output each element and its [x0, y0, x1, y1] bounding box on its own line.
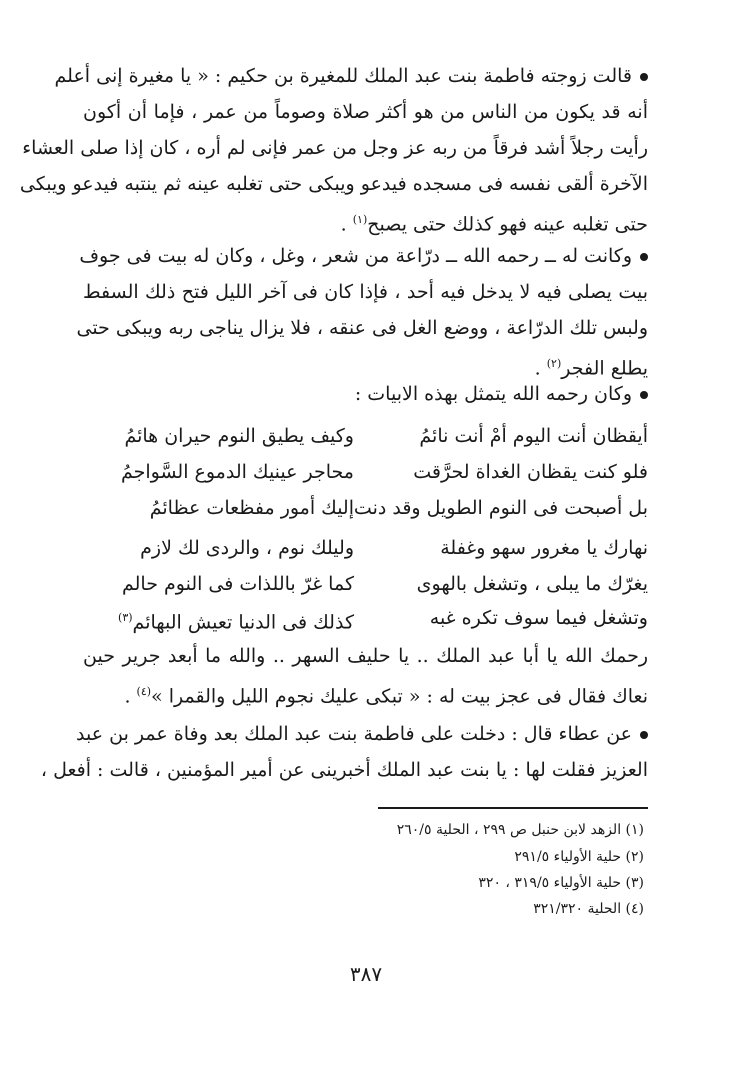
- verse-2-first-hemistich: فلو كنت يقظان الغداة لحرَّقت: [413, 461, 648, 483]
- verse-3-first-hemistich: بل أصبحت فى النوم الطويل وقد دنت: [353, 497, 648, 519]
- verse-1-second-hemistich: وكيف يطيق النوم حيران هائمُ: [124, 425, 354, 447]
- footnote-ref-1: (١): [352, 213, 368, 226]
- footnote-ref-2: (٢): [546, 357, 562, 370]
- footnote-4: (٤) الحلية ٣٢١/٣٢٠: [533, 901, 644, 917]
- paragraph-1-line-4: الآخرة ألقى نفسه فى مسجده فيدعو ويبكى حتى تغلبه عينه ثم ينتبه فيدعو ويبكى: [19, 173, 648, 195]
- bullet-icon: [640, 73, 648, 81]
- paragraph-1-line-2: أنه قد يكون من الناس من هو أكثر صلاة وصوماً من عمر ، فإما أن أكون: [83, 101, 648, 123]
- verse-5-second-hemistich: كما غرّ باللذات فى النوم حالم: [122, 573, 354, 595]
- verse-6-second-hemistich: كذلك فى الدنيا تعيش البهائم$^{(٣)}$: [118, 611, 354, 634]
- bullet-icon: [640, 391, 648, 399]
- paragraph-1-line-1: قالت زوجته فاطمة بنت عبد الملك للمغيرة بن حكيم : « يا مغيرة إنى أعلم: [83, 64, 648, 88]
- verse-4-first-hemistich: نهارك يا مغرور سهو وغفلة: [440, 537, 648, 559]
- paragraph-4-line-1: رحمك الله يا أبا عبد الملك .. يا حليف السهر .. والله ما أبعد جرير حين: [83, 645, 648, 667]
- verse-3-second-hemistich: إليك أمور مفظعات عظائمُ: [149, 497, 354, 519]
- footnote-2: (٢) حلية الأولياء ٢٩١/٥: [514, 849, 644, 865]
- paragraph-1-line-5: حتى تغلبه عينه فهو كذلك حتى يصبح$^{(١)}$ .: [340, 213, 648, 236]
- paragraph-4-line-2: نعاك فقال فى عجز بيت له : « تبكى عليك نجوم الليل والقمرا »$^{(٤)}$ .: [124, 685, 648, 708]
- bullet-icon: [640, 253, 648, 261]
- verse-5-first-hemistich: يغرّك ما يبلى ، وتشغل بالهوى: [416, 573, 648, 595]
- paragraph-1-line-3: رأيت رجلاً أشد فرقاً من ربه عز وجل من عمر فإنى لم أره ، كان إذا صلى العشاء: [22, 137, 648, 159]
- paragraph-2-line-2: بيت يصلى فيه لا يدخل فيه أحد ، فإذا كان فى آخر الليل فتح ذلك السفط: [83, 281, 648, 303]
- footnote-ref-4: (٤): [136, 685, 152, 698]
- footnote-divider: [378, 807, 648, 809]
- verses-intro: وكان رحمه الله يتمثل بهذه الابيات :: [83, 382, 648, 406]
- verse-4-second-hemistich: وليلك نوم ، والردى لك لازم: [140, 537, 354, 559]
- verse-2-second-hemistich: محاجر عينيك الدموع السَّواجمُ: [120, 461, 354, 483]
- paragraph-2-line-4: يطلع الفجر$^{(٢)}$ .: [534, 357, 648, 380]
- verse-6-first-hemistich: وتشغل فيما سوف تكره غبه: [429, 607, 648, 629]
- page-number: ٣٨٧: [349, 962, 383, 986]
- footnote-3: (٣) حلية الأولياء ٣١٩/٥ ، ٣٢٠: [478, 875, 644, 891]
- paragraph-5-line-1: عن عطاء قال : دخلت على فاطمة بنت عبد الملك بعد وفاة عمر بن عبد: [83, 722, 648, 746]
- verse-1-first-hemistich: أيقظان أنت اليوم أمْ أنت نائمُ: [419, 425, 648, 447]
- footnote-ref-3: (٣): [118, 611, 133, 624]
- footnote-1: (١) الزهد لابن حنبل ص ٢٩٩ ، الحلية ٢٦٠/٥: [396, 822, 644, 838]
- paragraph-2-line-1: وكانت له ــ رحمه الله ــ درّاعة من شعر ، وغل ، وكان له بيت فى جوف: [83, 244, 648, 268]
- paragraph-5-line-2: العزيز فقلت لها : يا بنت عبد الملك أخبرينى عن أمير المؤمنين ، قالت : أفعل ،: [40, 759, 648, 781]
- bullet-icon: [640, 731, 648, 739]
- paragraph-2-line-3: ولبس تلك الدرّاعة ، ووضع الغل فى عنقه ، فلا يزال يناجى ربه ويبكى حتى: [76, 317, 648, 339]
